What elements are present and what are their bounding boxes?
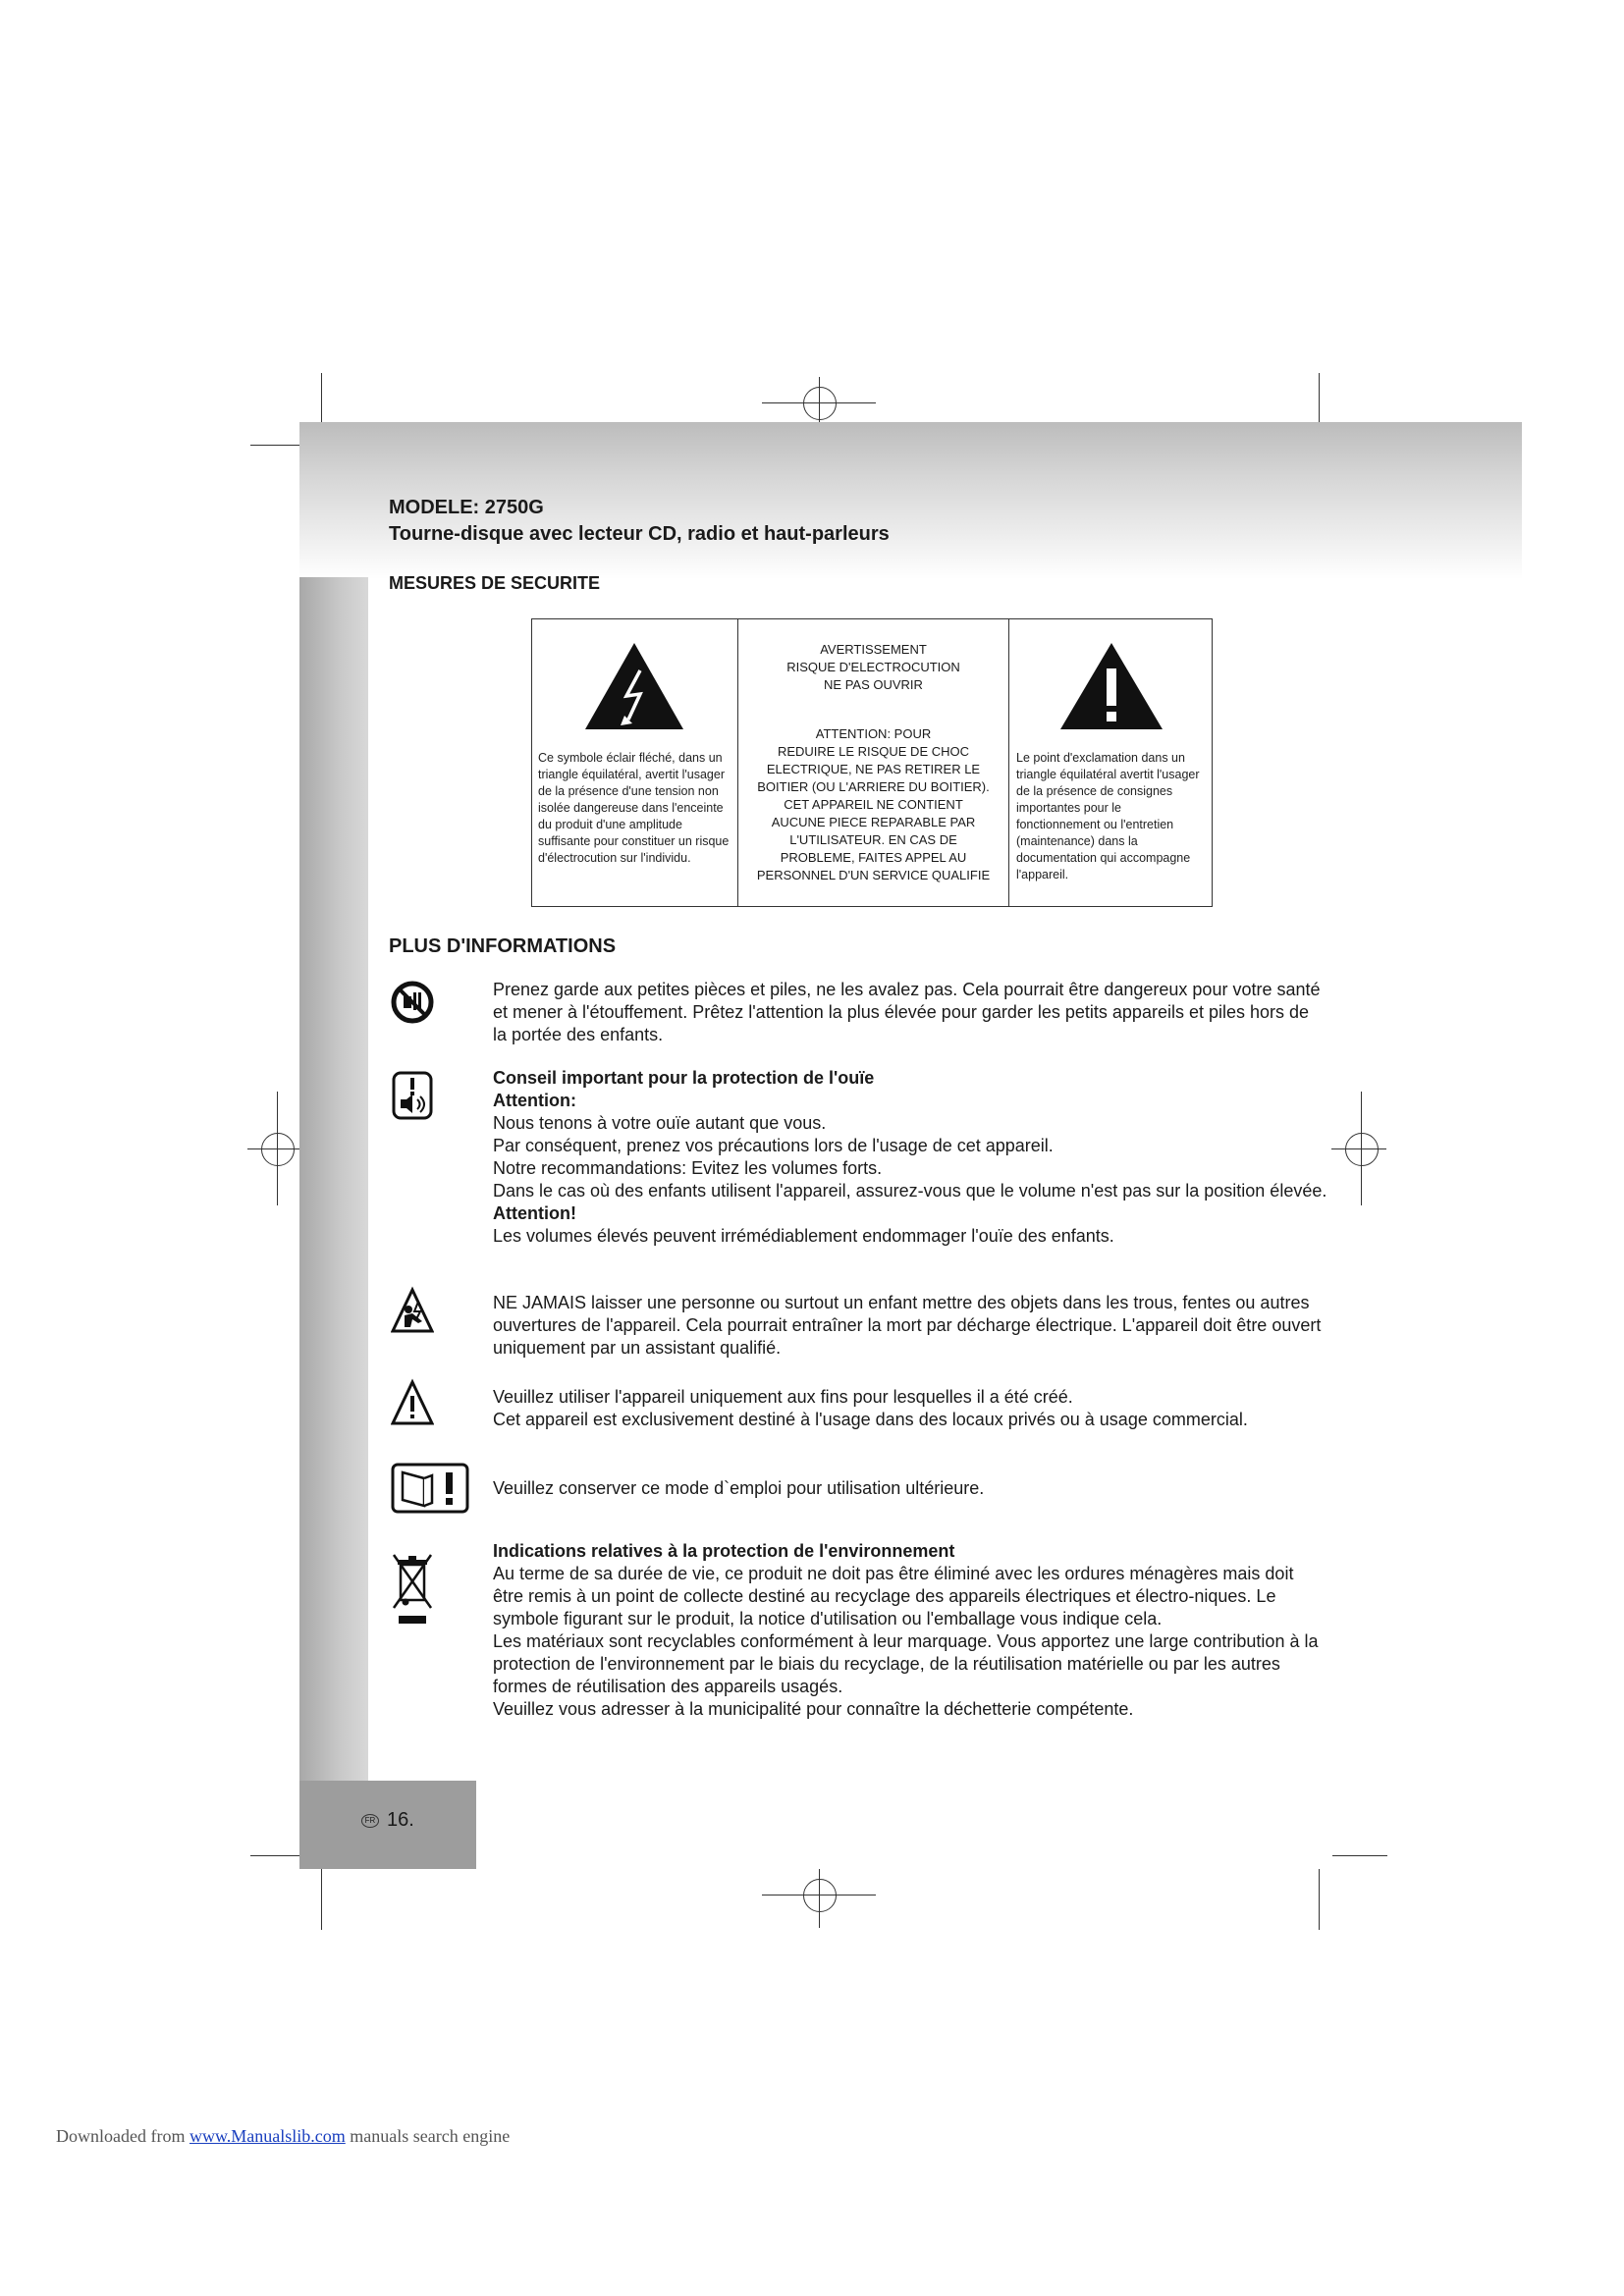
small-parts-text: Prenez garde aux petites pièces et piles, ne les avalez pas. Cela pourrait être dangereux pour votre santé et mener à l'étouffement. Prêtez l'attention la plus élevée pour garder les petits appareils et piles hors de la portée des enfants.: [493, 980, 1321, 1044]
environment-section: Indications relatives à la protection de l'environnement Au terme de sa durée de vie, ce produit ne doit pas être éliminé avec les ordures ménagères mais doit être remis à un point de collecte destiné au recyclage des appareils électriques et électro-niques. Le symbole figurant sur le produit, la notice d'utilisation ou l'emballage vous indique cela. Les matériaux sont recyclables conformément à leur marquage. Vous apportez une large contribution à la protection de l'environnement par le biais du recyclage, de la réutilisation matérielle ou par les autres formes de réutilisation des appareils usagés. Veuillez vous adresser à la municipalité pour connaître la déchetterie compétente.: [493, 1540, 1327, 1721]
hearing-section: Conseil important pour la protection de l'ouïe Attention: Nous tenons à votre ouïe autant que vous. Par conséquent, prenez vos précautions lors de l'usage de cet appareil. Notre recommandations: Evitez les volumes forts. Dans le cas où des enfants utilisent l'appareil, assurez-vous que le volume n'est pas sur la position élevée. Attention! Les volumes élevés peuvent irrémédiablement endommager l'ouïe des enfants.: [493, 1068, 1327, 1246]
electric-shock-icon: [391, 1286, 434, 1337]
product-subtitle: Tourne-disque avec lecteur CD, radio et haut-parleurs: [389, 523, 890, 545]
language-badge: FR: [361, 1814, 379, 1828]
warning-caution-text: ATTENTION: POUR REDUIRE LE RISQUE DE CHOC ELECTRIQUE, NE PAS RETIRER LE BOITIER (OU L'ARRIERE DU BOITIER). CET APPAREIL NE CONTIENT AUCUNE PIECE REPARABLE PAR L'UTILISATEUR. EN CAS DE PROBLEME, FAITES APPEL AU PERSONNEL D'UN SERVICE QUALIFIE: [756, 726, 991, 882]
hearing-attention: Attention:: [493, 1091, 576, 1110]
warning-col-center: [738, 619, 1009, 906]
caution-triangle-icon: [391, 1378, 434, 1429]
page-number-text: 16.: [387, 1809, 414, 1831]
manual-text: Veuillez conserver ce mode d`emploi pour utilisation ultérieure.: [493, 1478, 985, 1498]
page-number: [361, 1809, 414, 1832]
info-title: PLUS D'INFORMATIONS: [389, 935, 617, 957]
warning-col-lightning: [532, 619, 738, 906]
hearing-warning-icon: [391, 1070, 434, 1121]
warning-heading: AVERTISSEMENT RISQUE D'ELECTROCUTION NE PAS OUVRIR: [786, 642, 960, 692]
model-title: MODELE: 2750G: [389, 497, 544, 518]
warning-col-exclamation: [1009, 619, 1211, 906]
exclamation-explanation: Le point d'exclamation dans un triangle équilatéral avertit l'usager de la présence de consignes importantes pour le fonctionnement ou l'entretien (maintenance) dans la documentation qui accompagne l'appareil.: [1016, 751, 1200, 881]
openings-text: NE JAMAIS laisser une personne ou surtout un enfant mettre des objets dans les trous, fentes ou autres ouvertures de l'appareil. Cela pourrait entraîner la mort par décharge électrique. L'appareil doit être ouvert uniquement par un assistant qualifié.: [493, 1293, 1322, 1358]
manual-book-icon: [391, 1463, 469, 1514]
hearing-attention-2: Attention!: [493, 1203, 576, 1223]
download-notice: Downloaded from www.Manualslib.com manuals search engine: [56, 2126, 511, 2146]
usage-text: Veuillez utiliser l'appareil uniquement aux fins pour lesquelles il a été créé. Cet appareil est exclusivement destiné à l'usage dans des locaux privés ou à usage commercial.: [493, 1387, 1248, 1429]
side-bar: [299, 577, 368, 1781]
manualslib-link[interactable]: www.Manualslib.com: [189, 2126, 346, 2146]
environment-title: Indications relatives à la protection de l'environnement: [493, 1541, 955, 1561]
lightning-triangle-icon: [583, 641, 685, 731]
safety-title: MESURES DE SECURITE: [389, 573, 601, 593]
lightning-explanation: Ce symbole éclair fléché, dans un triangle équilatéral, avertit l'usager de la présence d'une tension non isolée dangereuse dans l'enceinte du produit d'une amplitude suffisante pour constituer un risque d'électrocution sur l'individu.: [538, 751, 730, 865]
warning-table: [531, 618, 1213, 907]
no-small-parts-icon: [391, 977, 434, 1028]
exclamation-triangle-icon: [1058, 641, 1164, 731]
weee-bin-icon: [391, 1551, 434, 1631]
hearing-title: Conseil important pour la protection de l'ouïe: [493, 1068, 875, 1088]
